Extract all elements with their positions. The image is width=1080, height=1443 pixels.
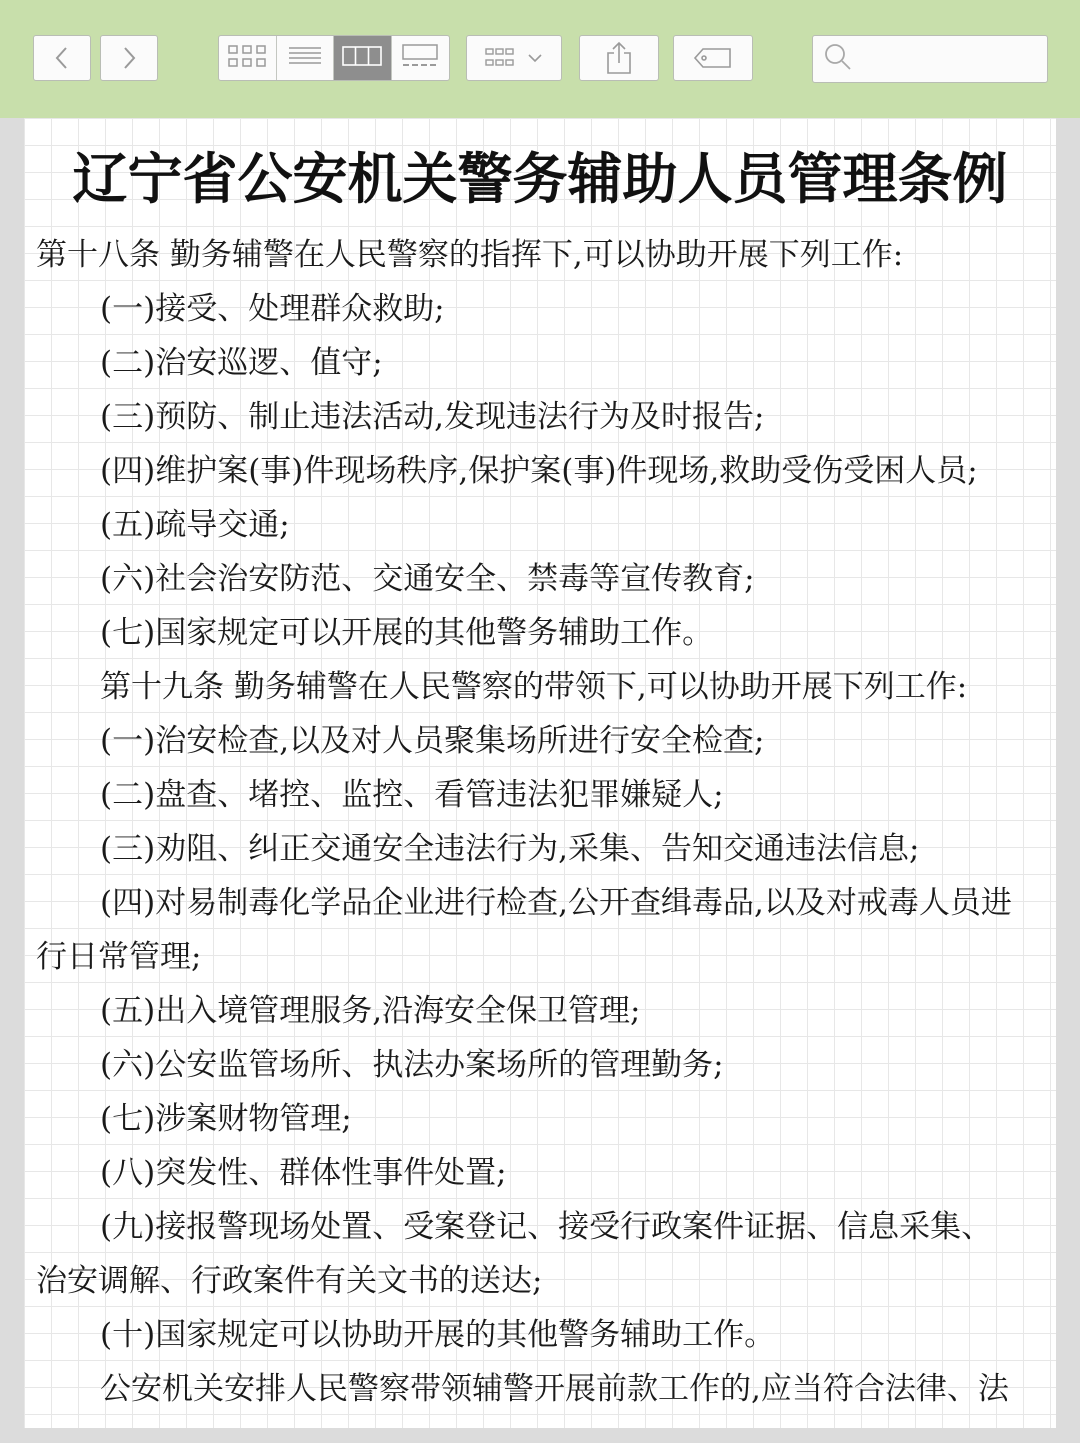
list-view-button[interactable]	[277, 36, 335, 80]
tag-icon	[693, 46, 733, 70]
back-button[interactable]	[33, 35, 91, 81]
share-button[interactable]	[579, 35, 659, 81]
column-view-icon	[342, 44, 382, 72]
article-19-item-2: (二)盘查、堵控、监控、看管违法犯罪嫌疑人;	[100, 777, 724, 813]
article-18-item-6: (六)社会治安防范、交通安全、禁毒等宣传教育;	[100, 561, 755, 597]
group-by-button[interactable]	[466, 35, 562, 81]
column-view-button[interactable]	[334, 36, 392, 80]
list-view-icon	[288, 44, 322, 72]
chevron-down-icon	[527, 52, 543, 64]
article-19-item-10: (十)国家规定可以协助开展的其他警务辅助工作。	[100, 1317, 776, 1353]
article-18-item-3: (三)预防、制止违法活动,发现违法行为及时报告;	[100, 399, 765, 435]
forward-button[interactable]	[100, 35, 158, 81]
gallery-view-icon	[401, 43, 439, 73]
grid-view-icon	[227, 43, 267, 73]
article-19-item-9-continued: 治安调解、行政案件有关文书的送达;	[36, 1263, 543, 1299]
article-19-item-4-continued: 行日常管理;	[36, 939, 202, 975]
document-body	[36, 228, 1048, 1416]
article-19-item-1: (一)治安检查,以及对人员聚集场所进行安全检查;	[100, 723, 765, 759]
article-19-item-8: (八)突发性、群体性事件处置;	[100, 1155, 507, 1191]
group-by-icon	[485, 47, 523, 69]
article-18-item-7: (七)国家规定可以开展的其他警务辅助工作。	[100, 615, 714, 651]
share-icon	[605, 41, 633, 75]
view-mode-switcher	[218, 35, 450, 81]
article-19-item-7: (七)涉案财物管理;	[100, 1101, 352, 1137]
article-19-item-5: (五)出入境管理服务,沿海安全保卫管理;	[100, 993, 641, 1029]
article-18-item-5: (五)疏导交通;	[100, 507, 290, 543]
article-18-heading: 第十八条 勤务辅警在人民警察的指挥下,可以协助开展下列工作:	[36, 237, 904, 273]
gallery-view-button[interactable]	[392, 36, 450, 80]
chevron-left-icon	[51, 45, 73, 71]
article-18-item-1: (一)接受、处理群众救助;	[100, 291, 445, 327]
article-18-item-4: (四)维护案(事)件现场秩序,保护案(事)件现场,救助受伤受困人员;	[100, 453, 978, 489]
article-19-item-4: (四)对易制毒化学品企业进行检查,公开查缉毒品,以及对戒毒人员进	[100, 885, 1012, 921]
toolbar	[0, 0, 1080, 118]
document-title: 辽宁省公安机关警务辅助人员管理条例	[72, 147, 1008, 211]
chevron-right-icon	[118, 45, 140, 71]
tag-button[interactable]	[673, 35, 753, 81]
article-18-item-2: (二)治安巡逻、值守;	[100, 345, 383, 381]
article-19-item-3: (三)劝阻、纠正交通安全违法行为,采集、告知交通违法信息;	[100, 831, 920, 867]
search-field[interactable]	[812, 35, 1048, 83]
article-19-item-9: (九)接报警现场处置、受案登记、接受行政案件证据、信息采集、	[100, 1209, 993, 1245]
article-19-item-6: (六)公安监管场所、执法办案场所的管理勤务;	[100, 1047, 724, 1083]
search-icon	[823, 42, 853, 76]
article-19-heading: 第十九条 勤务辅警在人民警察的带领下,可以协助开展下列工作:	[100, 669, 968, 705]
article-19-closing-paragraph: 公安机关安排人民警察带领辅警开展前款工作的,应当符合法律、法	[100, 1371, 1009, 1407]
grid-view-button[interactable]	[219, 36, 277, 80]
search-input[interactable]	[859, 43, 1043, 75]
document-page	[24, 118, 1056, 1428]
